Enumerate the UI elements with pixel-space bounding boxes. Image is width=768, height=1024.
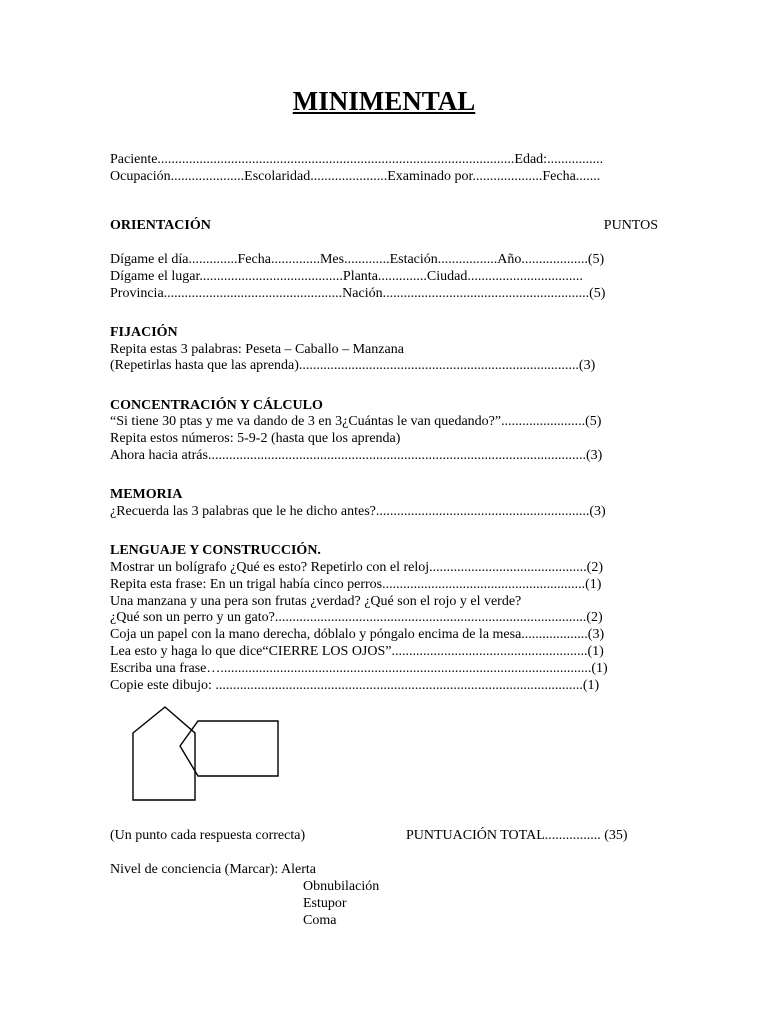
section-concentracion-heading: CONCENTRACIÓN Y CÁLCULO bbox=[110, 398, 323, 413]
scoring-note: (Un punto cada respuesta correcta) bbox=[110, 828, 306, 843]
section-fijacion-heading: FIJACIÓN bbox=[110, 325, 178, 340]
concentracion-line-1: “Si tiene 30 ptas y me va dando de 3 en 3¿Cuántas le van quedando?”........................(5) bbox=[110, 414, 602, 429]
lenguaje-line-5: Coja un papel con la mano derecha, dóblalo y póngalo encima de la mesa...................(3) bbox=[110, 627, 605, 642]
memoria-line-1: ¿Recuerda las 3 palabras que le he dicho antes?.............................................................(3) bbox=[110, 504, 606, 519]
orientacion-line-3: Provincia...................................................Nación...........................................................(5) bbox=[110, 286, 606, 301]
patient-line: Paciente......................................................................................................Edad:................ bbox=[110, 152, 604, 167]
consciousness-option-estupor: Estupor bbox=[303, 896, 347, 911]
puntos-heading: PUNTOS bbox=[603, 218, 658, 233]
lenguaje-line-2: Repita esta frase: En un trigal había cinco perros..........................................................(1) bbox=[110, 577, 602, 592]
fijacion-line-1: Repita estas 3 palabras: Peseta – Caballo – Manzana bbox=[110, 342, 404, 357]
consciousness-option-obnubilacion: Obnubilación bbox=[303, 879, 380, 894]
orientacion-line-2: Dígame el lugar.........................................Planta..............Ciudad................................. bbox=[110, 269, 583, 284]
lenguaje-line-8: Copie este dibujo: .........................................................................................................(1) bbox=[110, 678, 600, 693]
fijacion-line-2: (Repetirlas hasta que las aprenda)................................................................................(3) bbox=[110, 358, 596, 373]
consciousness-option-coma: Coma bbox=[303, 913, 337, 928]
lenguaje-line-3: Una manzana y una pera son frutas ¿verdad? ¿Qué son el rojo y el verde? bbox=[110, 594, 522, 609]
page-title: MINIMENTAL bbox=[292, 86, 476, 116]
consciousness-level-label: Nivel de conciencia (Marcar): Alerta bbox=[110, 862, 317, 877]
concentracion-line-2: Repita estos números: 5-9-2 (hasta que los aprenda) bbox=[110, 431, 401, 446]
lenguaje-line-6: Lea esto y haga lo que dice“CIERRE LOS OJOS”........................................................(1) bbox=[110, 644, 604, 659]
pentagon-shape bbox=[133, 707, 195, 800]
lenguaje-line-7: Escriba una frase…..........................................................................................................(1) bbox=[110, 661, 608, 676]
concentracion-line-3: Ahora hacia atrás............................................................................................................(3) bbox=[110, 448, 603, 463]
orientacion-line-1: Dígame el día..............Fecha..............Mes.............Estación.................Año...................(5) bbox=[110, 252, 605, 267]
section-memoria-heading: MEMORIA bbox=[110, 487, 183, 502]
total-score-line: PUNTUACIÓN TOTAL................ (35) bbox=[406, 828, 628, 843]
occupation-line: Ocupación.....................Escolaridad......................Examinado por....................Fecha....... bbox=[110, 169, 601, 184]
lenguaje-line-4: ¿Qué son un perro y un gato?.........................................................................................(2) bbox=[110, 610, 603, 625]
intersecting-pentagons-drawing bbox=[128, 703, 284, 805]
lenguaje-line-1: Mostrar un bolígrafo ¿Qué es esto? Repetirlo con el reloj.............................................(2) bbox=[110, 560, 604, 575]
section-lenguaje-heading: LENGUAJE Y CONSTRUCCIÓN. bbox=[110, 543, 321, 558]
section-orientacion-heading: ORIENTACIÓN bbox=[110, 218, 211, 233]
